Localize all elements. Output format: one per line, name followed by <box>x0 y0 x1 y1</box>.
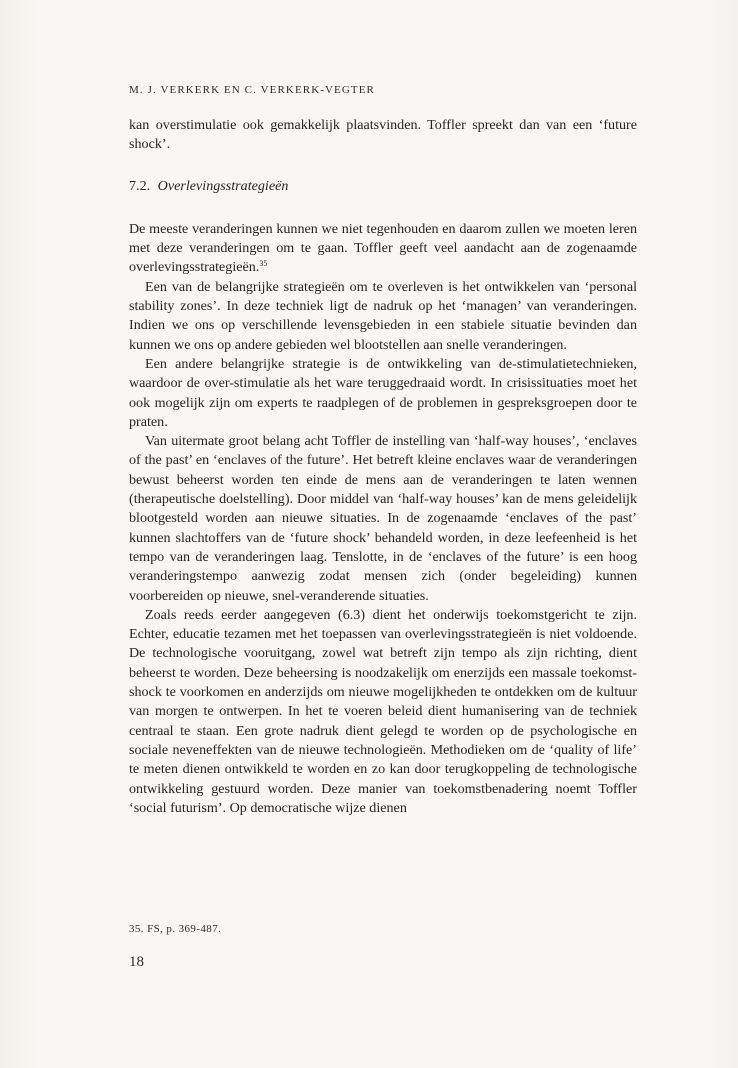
body-text <box>129 116 637 818</box>
footnote-reference[interactable]: 35 <box>259 259 268 269</box>
section-title: Overlevingsstrategieën <box>157 177 289 194</box>
paragraph-4: Van uitermate groot belang acht Toffler de instelling van ‘half-way houses’, ‘enclaves of the past’ en ‘enclaves of the future’. Het betreft kleine enclaves waar de veranderingen bewust beheerst worden ten einde de mens aan de veranderingen te laten wennen (therapeutische doelstelling). Door middel van ‘half-way houses’ kan de mens geleidelijk blootgesteld worden aan nieuwe situaties. In de zogenaamde ‘enclaves of the past’ kunnen slachtoffers van de ‘future shock’ behandeld worden, in deze leefeenheid is het tempo van de veranderingen laag. Tenslotte, in de ‘enclaves of the future’ is een hoog veranderingstempo aanwezig zodat mensen zich (onder begeleiding) kunnen voorbereiden op nieuwe, snel-veranderende situaties. <box>129 433 637 604</box>
running-head: M. J. VERKERK EN C. VERKERK-VEGTER <box>129 84 375 96</box>
paragraph-1-text: De meeste veranderingen kunnen we niet tegenhouden en daarom zullen we moeten leren met deze veranderingen om te gaan. Toffler geeft veel aandacht aan de zogenaamde overlevingsstrategieën. <box>129 220 637 276</box>
paragraph-3: Een andere belangrijke strategie is de ontwikkeling van de-stimulatietechnieken, waardoor de over-stimulatie als het ware teruggedraaid wordt. In crisissituaties moet het ook mogelijk zijn om experts te raadplegen of de problemen in gespreksgroepen door te praten. <box>129 355 637 430</box>
section-heading <box>129 177 637 196</box>
page-number: 18 <box>129 954 144 970</box>
section-number: 7.2. <box>129 177 151 194</box>
paragraph-5: Zoals reeds eerder aangegeven (6.3) dient het onderwijs toekomstgericht te zijn. Echter, educatie tezamen met het toepassen van overlevingsstrategieën is niet voldoende. De technologische vooruitgang, zowel wat betreft zijn tempo als zijn richting, dient beheerst te worden. Deze beheersing is noodzakelijk om enerzijds een massale toekomst-shock te voorkomen en anderzijds om nieuwe mogelijkheden te ontdekken om de kultuur van morgen te ontwerpen. In het te voeren beleid dient humanisering van de techniek centraal te staan. Een grote nadruk dient gelegd te worden op de psychologische en sociale neveneffekten van de nieuwe technologieën. Methodieken om de ‘quality of life’ te meten dienen ontwikkeld te worden en zo kan door terugkoppeling de technologische ontwikkeling gestuurd worden. Deze manier van toekomstbenadering noemt Toffler ‘social futurism’. Op democratische wijze dienen <box>129 606 637 816</box>
intro-paragraph: kan overstimulatie ook gemakkelijk plaatsvinden. Toffler spreekt dan van een ‘future shock’. <box>129 117 637 153</box>
paragraph-2: Een van de belangrijke strategieën om te overleven is het ontwikkelen van ‘personal stability zones’. In deze techniek ligt de nadruk op het ‘managen’ van veranderingen. Indien we ons op verschillende levensgebieden in een stabiele situatie bevinden dan kunnen we ons op andere gebieden wel blootstellen aan snelle veranderingen. <box>129 278 637 353</box>
footnote: 35. FS, p. 369-487. <box>129 923 222 935</box>
paragraph-1 <box>129 220 637 278</box>
